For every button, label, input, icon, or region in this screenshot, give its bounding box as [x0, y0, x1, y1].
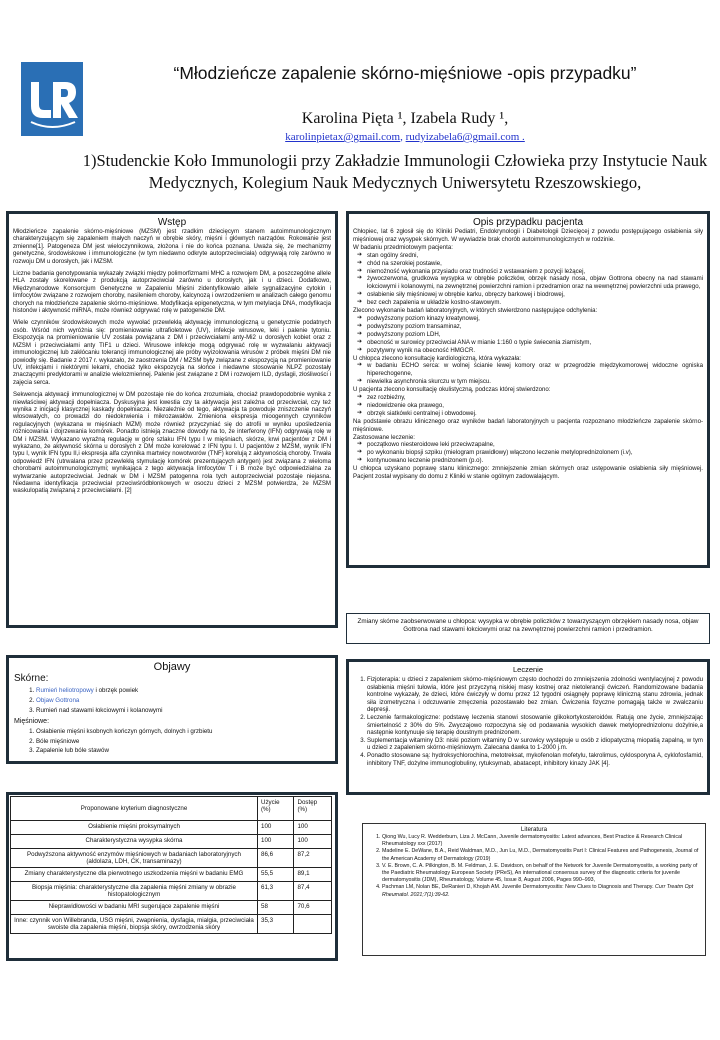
authors: Karolina Pięta ¹, Izabela Rudy ¹, [301, 110, 509, 127]
list-item: ➔ pozytywny wynik na obecność HMGCR. [367, 347, 703, 355]
section-title: Objawy [153, 661, 191, 673]
table-cell: Osłabienie mięśni proksymalnych [11, 821, 258, 835]
list-item: 2. Bóle mięśniowe [36, 737, 330, 747]
section-case-description [346, 211, 710, 568]
cardio-label: U chłopca zlecono konsultację kardiologiczną, która wykazała: [353, 354, 522, 362]
treatment-items [353, 676, 703, 767]
column-header: Użycie (%) [258, 797, 294, 821]
list-item: ➔ niemożność wykonania przysiadu oraz trudności z wstawaniem z pozycji leżącej, [367, 268, 703, 276]
list-item: ➔ niedowidzenie oka prawego, [367, 402, 703, 410]
list-item: ➔ obrzęk siatkówki centralnej i obwodowej. [367, 410, 703, 418]
reference-item [382, 884, 700, 898]
list-item: ➔ zez rozbieżny, [367, 394, 703, 402]
list-item: 2. Leczenie farmakologiczne: podstawę leczenia stanowi stosowanie glikokortykosteroidów. Ratują one życie, zmniejszając śmiertelność z 30% do 5%. Zwyczajowo rozpoczyna się od podawania wysokich dawek metyloprednizolonu dożylnie,a następnie kontynuuje się terapię doustnym prednizonem. [367, 714, 703, 737]
table-cell: Biopsja mięśnia: charakterystyczne dla zapalenia mięśni zmiany w obrazie histopatologicznym [11, 882, 258, 901]
eye-label: U pacjenta zlecono konsultację okulistyczną, podczas której stwierdzono: [353, 386, 551, 394]
table-cell: Inne: czynnik von Willebranda, USG mięśni, zwapnienia, dysfagia, mialgia, przeciwciała swoiste dla zapalenia mięśni, biopsja skóry, owrzodzenia skóry [11, 915, 258, 934]
skin-changes-caption: Zmiany skórne zaobserwowane u chłopca: wysypka w obrębie policzków z towarzyszącym obrzękiem nasady nosa, objaw Gottrona nad stawami łokciowymi oraz na zewnętrznej powierzchni ramion i przedramion. [346, 613, 710, 644]
list-item: ➔ po wykonaniu biopsji szpiku (mielogram prawidłowy) włączono leczenie metyloprednizolonem (i.v), [367, 449, 703, 457]
lab-list [353, 315, 703, 355]
email-link-1[interactable]: karolinpietax@gmail.com [285, 131, 401, 143]
reference-text: Pachman LM, Nolan BE, DeRanieri D, Khojah AM. Juvenile Dermatomyositis: New Clues to Diagnosis and Therapy. [382, 884, 654, 891]
list-item: 1. Fizjoterapia: u dzieci z zapaleniem skórno-mięśniowym często dochodzi do zmniejszenia zdolności wentylacyjnej z powodu osłabienia mięśni tułowia, które jest przyczyną niskiej masy kostnej oraz nietolerancji ćwiczeń. Randomizowane badania kontrolne wykazały, że dzieci, które ćwiczyły w domu przez 12 tygodni osiągnęły poprawę kliniczną stanu zdrowia, jednak siła izometryczna i odczuwanie zmęczenia pozostawało bez zmian. Ćwiczenia fizyczne pomagają także w zwalczaniu depresji. [367, 676, 703, 714]
list-item-text: i obrzęk powiek [93, 687, 139, 694]
table-cell: 87,4 [294, 882, 332, 901]
table-row [11, 901, 332, 915]
table-cell: 100 [294, 821, 332, 835]
reference-list [368, 834, 700, 899]
table-cell: 100 [294, 835, 332, 849]
section-title: Leczenie [512, 665, 544, 674]
list-item: ➔ niewielka asynchronia skurczu w tym miejscu. [367, 378, 703, 386]
list-item: ➔ stan ogólny średni, [367, 252, 703, 260]
list-item: ➔ żywoczerwona, grudkowa wysypka w obrębie policzków, obrzęk nasady nosa, objaw Gottrona obecny na nad stawami łokciowymi i kolanowymi, na zewnętrznej powierzchni ramion i przedramion oraz na wewnętrznej powierzchni uda prawego, [367, 275, 703, 291]
muscle-label: Mięśniowe: [14, 718, 50, 725]
university-logo [21, 62, 83, 136]
table-cell: Podwyższona aktywność enzymów mięśniowych w badaniach laboratoryjnych (aldolaza, LDH, CK, transaminazy) [11, 849, 258, 868]
list-item: ➔ w badaniu ECHO serca: w wolnej ścianie lewej komory oraz w przegrodzie międzykomorowej widoczne ogniska hiperechogenne, [367, 362, 703, 378]
email-separator: , [400, 131, 406, 143]
exam-label: W badaniu przedmiotowym pacjenta: [353, 243, 453, 251]
table-row [11, 835, 332, 849]
list-item: 3. Zapalenie lub bóle stawów [36, 746, 330, 756]
affiliation: 1)Studenckie Koło Immunologii przy Zakładzie Immunologii Człowieka przy Instytucie Nauk Medycznych, Kolegium Nauk Medycznych Uniwersytetu Rzeszowskiego, [82, 151, 708, 192]
list-item: ➔ podwyższony poziom kinazy kreatynowej, [367, 315, 703, 323]
reference-journal: Curr Treatm Opt Rheumatol. 2021;7(1):39-62. [382, 884, 694, 898]
list-item: 3. Rumień nad stawami łokciowymi i kolanowymi [36, 706, 330, 716]
section-symptoms [6, 655, 338, 764]
list-item: ➔ osłabienie siły mięśniowej w obrębie karku, obręczy barkowej i biodrowej, [367, 291, 703, 299]
paragraph: Liczne badania genotypowania wykazały związki między polimorfizmami MHC a rozwojem DM, a poszczególne allele HLA zostały skorelowane z produkcją autoprzeciwciał zarówno u dorosłych, jak i u dzieci. Dodatkowo, Międzynarodowe Konsorcjum Genetyczne w Zapaleniu Mięśni zidentyfikowało allele sygnalizacyjne cytokin i limfocytów związane z rozwojem choroby, nasileniem choroby, kalcynozą i owrzodzeniem w analizach całego genomu chorych na młodzieńcze zapalenie skórno-mięśniowe. Modyfikacja epigenetyczna, w tym metylacja DNA, modyfikacja histonów i aktywność miRNA, może również odgrywać rolę w patogenezie DM. [13, 270, 331, 315]
list-item [36, 696, 330, 706]
case-intro: Chłopiec, lat 6 zgłosił się do Kliniki Pediatri, Endokrynologii i Diabetologii Dziecięcej z powodu postępującego osłabienia siły mięśniowej oraz wysypek skórnych. W wywiadzie brak chorób autoimmunologicznych w rodzinie. [353, 228, 703, 243]
table-cell: 70,6 [294, 901, 332, 915]
table-cell: 100 [258, 821, 294, 835]
table-cell: Nieprawidłowości w badaniu MRI sugerujące zapalenie mięśni [11, 901, 258, 915]
skin-label: Skórne: [14, 673, 49, 684]
symptom-link[interactable]: Objaw Gottrona [36, 697, 80, 704]
column-header: Proponowane kryterium diagnostyczne [11, 797, 258, 821]
paragraph: Sekwencja aktywacji immunologicznej w DM pozostaje nie do końca zrozumiała, chociaż prawdopodobnie wynika z niewłaściwej aktywacji dopełniacza. Dyskusyjna jest kwestia czy ta aktywacja jest zależna od przeciwciał, czy też wynika z inicjacji klasycznej kaskady dopełniacza. Niezależnie od tego, aktywacja ta powoduje zniszczenie naczyń włosowatych, co prowadzi do niedokrwienia i mikrozawałów. Zmieniona ekspresja mioogennych czynników regulacyjnych (wykazana w mięśniach MZM) może również przyczyniać się do atrofii w wyniku upośledzenia różnicowania i dojrzewania komórek. Ponadto istnieją znaczne dowody na to, że interferony (IFN) odgrywają rolę w DM i MZSM. Wykazano wyraźną regulację w górę szlaku IFN typu I w mięśniach, skórze, krwi pacjentów z DM i wykazano, że aktywność skórna u dorosłych z DM może korelować z IFN typu I. U pacjentów z MZSM, wynik IFN typu I, wynik IFN typu II,i ekspresja alfa czynnika martwicy nowotworów (TNF) korelują z aktywnością choroby. Trwała odpowiedź IFN (utrwalana przez przewlekłą stymulację komórek prezentujących antygen) jest związana z wieloma chorobami autoimmunologicznymi; wynikająca z tego aktywacja limfocytów T i B może być odpowiedzialna za wytwarzanie autoprzeciwciał. Jednak w DM i MZSM patogenna rola tych autoprzeciwciał pozostaje niejasna. Niedawna identyfikacja przeciwciał przeciwśródbłonkowych w osoczu dzieci z MZSM potwierdza, że MZSM waskulopatią związaną z przeciwciałami. [2] [13, 391, 331, 495]
table-cell: 89,1 [294, 868, 332, 882]
treatment-label: Zastosowane leczenie: [353, 433, 415, 441]
eye-list [353, 394, 703, 418]
email-link-2[interactable]: rudyizabela6@gmail.com . [405, 131, 525, 143]
table-cell [294, 915, 332, 934]
list-item: 1. Osłabienie mięśni ksobnych kończyn górnych, dolnych i grzbietu [36, 727, 330, 737]
table-row [11, 882, 332, 901]
reference-item: 2. Madeline E. DeWane, B.A., Reid Waldman, M.D., Jun Lu, M.D., Dermatomyositis Part I: Clinical Features and Pathogenesis, Journal of the American Academy of Dermatology (2019) [382, 848, 700, 862]
table-row [11, 915, 332, 934]
section-wstep [6, 211, 338, 628]
paragraph: Młodzieńcze zapalenie skórno-mięśniowe (MZSM) jest rzadkim dziecięcym stanem autoimmunologicznym charakteryzującym się zapaleniem małych naczyń w obrębie skóry, mięśni i głównych narządów. Rokowanie jest zmienne[1]. Patogeneza DM jest wieloczynnikowa, złożona i nie do końca poznana. Uważa się, że mechanizmy genetyczne, środowiskowe i immunologiczne (w tym niedawno odkryte autoprzeciwciała) odgrywają rolę zarówno w rozwoju DM u dorosłych, jak i MZSM. [13, 228, 331, 265]
table-cell: Charakterystyczna wysypka skórna [11, 835, 258, 849]
reference-item: 1. Qiong Wu, Lucy R. Wedderburn, Liza J. McCann, Juvenile dermatomyositis: Latest advances, Best Practice & Research Clinical Rheumatology xxx (2017) [382, 834, 700, 848]
section-title: Literatura [520, 826, 548, 833]
treatment-list [353, 441, 703, 465]
list-item: ➔ początkowo niesteroidowe leki przeciwzapalne, [367, 441, 703, 449]
table-row [11, 821, 332, 835]
section-references [362, 823, 706, 956]
emails [100, 131, 710, 143]
list-item: 4. Ponadto stosowane są: hydroksychlorochina, metotreksat, mykofenolan mofetylu, takrolimus, cyklosporyna A, cyklofosfamid, inhibitory TNF, dożylne immunoglobuliny, rytuksymab, abatacept, inhibitory kinazy JAK [4]. [367, 752, 703, 767]
poster-title: “Młodzieńcze zapalenie skórno-mięśniowe -opis przypadku” [173, 63, 637, 83]
table-cell: 55,5 [258, 868, 294, 882]
outcome: U chłopca uzyskano poprawę stanu klinicznego: zmniejszenie zmian skórnych oraz ustępowanie osłabienia siły mięśniowej. Pacjent został wypisany do domu z Kliniki w stanie ogólnym zadowalającym. [353, 465, 703, 481]
cardio-list [353, 362, 703, 386]
section-treatment [346, 659, 710, 795]
table-cell: 86,6 [258, 849, 294, 868]
table-cell: Zmiany charakterystyczne dla pierwotnego uszkodzenia mięśni w badaniu EMG [11, 868, 258, 882]
symptom-link[interactable]: Rumień heliotropowy [36, 687, 94, 694]
table-row [11, 849, 332, 868]
reference-item: 3. V. E. Brown, C. A. Pilkington, B. M. Feldman, J. E. Davidson, on behalf of the Network for Juvenile Dermatomyositis, a working party of the Paediatric Rheumatology European Society (PReS), An international consensus survey of the diagnostic criteria for juvenile dermatomyositis (JDM), Rheumatology, Volume 45, Issue 8, August 2006, Pages 990–993, [382, 863, 700, 885]
list-item: ➔ chód na szerokiej postawie, [367, 260, 703, 268]
list-item: ➔ podwyższony poziom transaminaz, [367, 323, 703, 331]
list-item: ➔ bez cech zapalenia w układzie kostno-stawowym. [367, 299, 703, 307]
skin-list [14, 686, 330, 716]
table-cell: 87,2 [294, 849, 332, 868]
table-cell: 100 [258, 835, 294, 849]
list-item: ➔ podwyższony poziom LDH, [367, 331, 703, 339]
table-header-row [11, 797, 332, 821]
list-item: ➔ obecność w surowicy przeciwciał ANA w mianie 1:160 o typie świecenia ziarnistym, [367, 339, 703, 347]
list-item [36, 686, 330, 696]
table-cell: 35,3 [258, 915, 294, 934]
criteria-table [10, 796, 332, 934]
column-header: Dostęp (%) [294, 797, 332, 821]
exam-list [353, 252, 703, 307]
section-title: Wstęp [157, 217, 187, 228]
diagnosis: Na podstawie obrazu klinicznego oraz wyników badań laboratoryjnych u pacjenta rozpoznano młodzieńcze zapalenie skórno-mięśniowe. [353, 417, 703, 433]
table-cell: 61,3 [258, 882, 294, 901]
muscle-list [14, 727, 330, 756]
list-item: 3. Suplementacja witaminy D3: niski poziom witaminy D w surowicy występuje u osób z idiopatyczną miopatią zapalną, w tym u dzieci z zapaleniem skórno-mięśniowym. Zalecana dawka to 1-2000 j.m. [367, 737, 703, 752]
section-title: Opis przypadku pacjenta [472, 217, 584, 228]
paragraph: Wiele czynników środowiskowych może wywołać przewlekłą aktywację immunologiczną u genetycznie podatnych osób. Wśród nich wyróżnia się: promieniowanie ultrafioletowe (UV), infekcje wirusowe, leki i palenie tytoniu. Ekspozycja na promieniowanie UV została powiązana z DM i przeciwciałami anty-Mi2 u dorosłych kobiet oraz z MZSM i przeciwciałami anty TIF1 u dzieci. Wirusowe infekcje mogą odgrywać rolę w wyzwalaniu aktywacji immunologicznej lub zakłócaniu tolerancji immunologicznej ale próby wyizolowania wirusów z próbek mięśni DM nie powiodły się. Badanie z 2017 r. wykazało, że zaostrzenia DM / MZSM były związane z ekspozycją na promieniowanie UV, infekcjami i niektórymi lekami, chociaż tylko ekspozycja na słońce i niedawne stosowanie NLPZ pozostały znaczącymi predyktorami w analizie wielozmiennej. Palenie jest związane z DM i rozwojem ILD, dysfagii, złośliwości i zajęcia serca. [13, 319, 331, 386]
table-row [11, 868, 332, 882]
lab-label: Zlecono wykonanie badań laboratoryjnych, w których stwierdzono następujące odchylenia: [353, 307, 598, 315]
table-cell: 58 [258, 901, 294, 915]
list-item: ➔ kontynuowano leczenie prednizonem (p.o). [367, 457, 703, 465]
